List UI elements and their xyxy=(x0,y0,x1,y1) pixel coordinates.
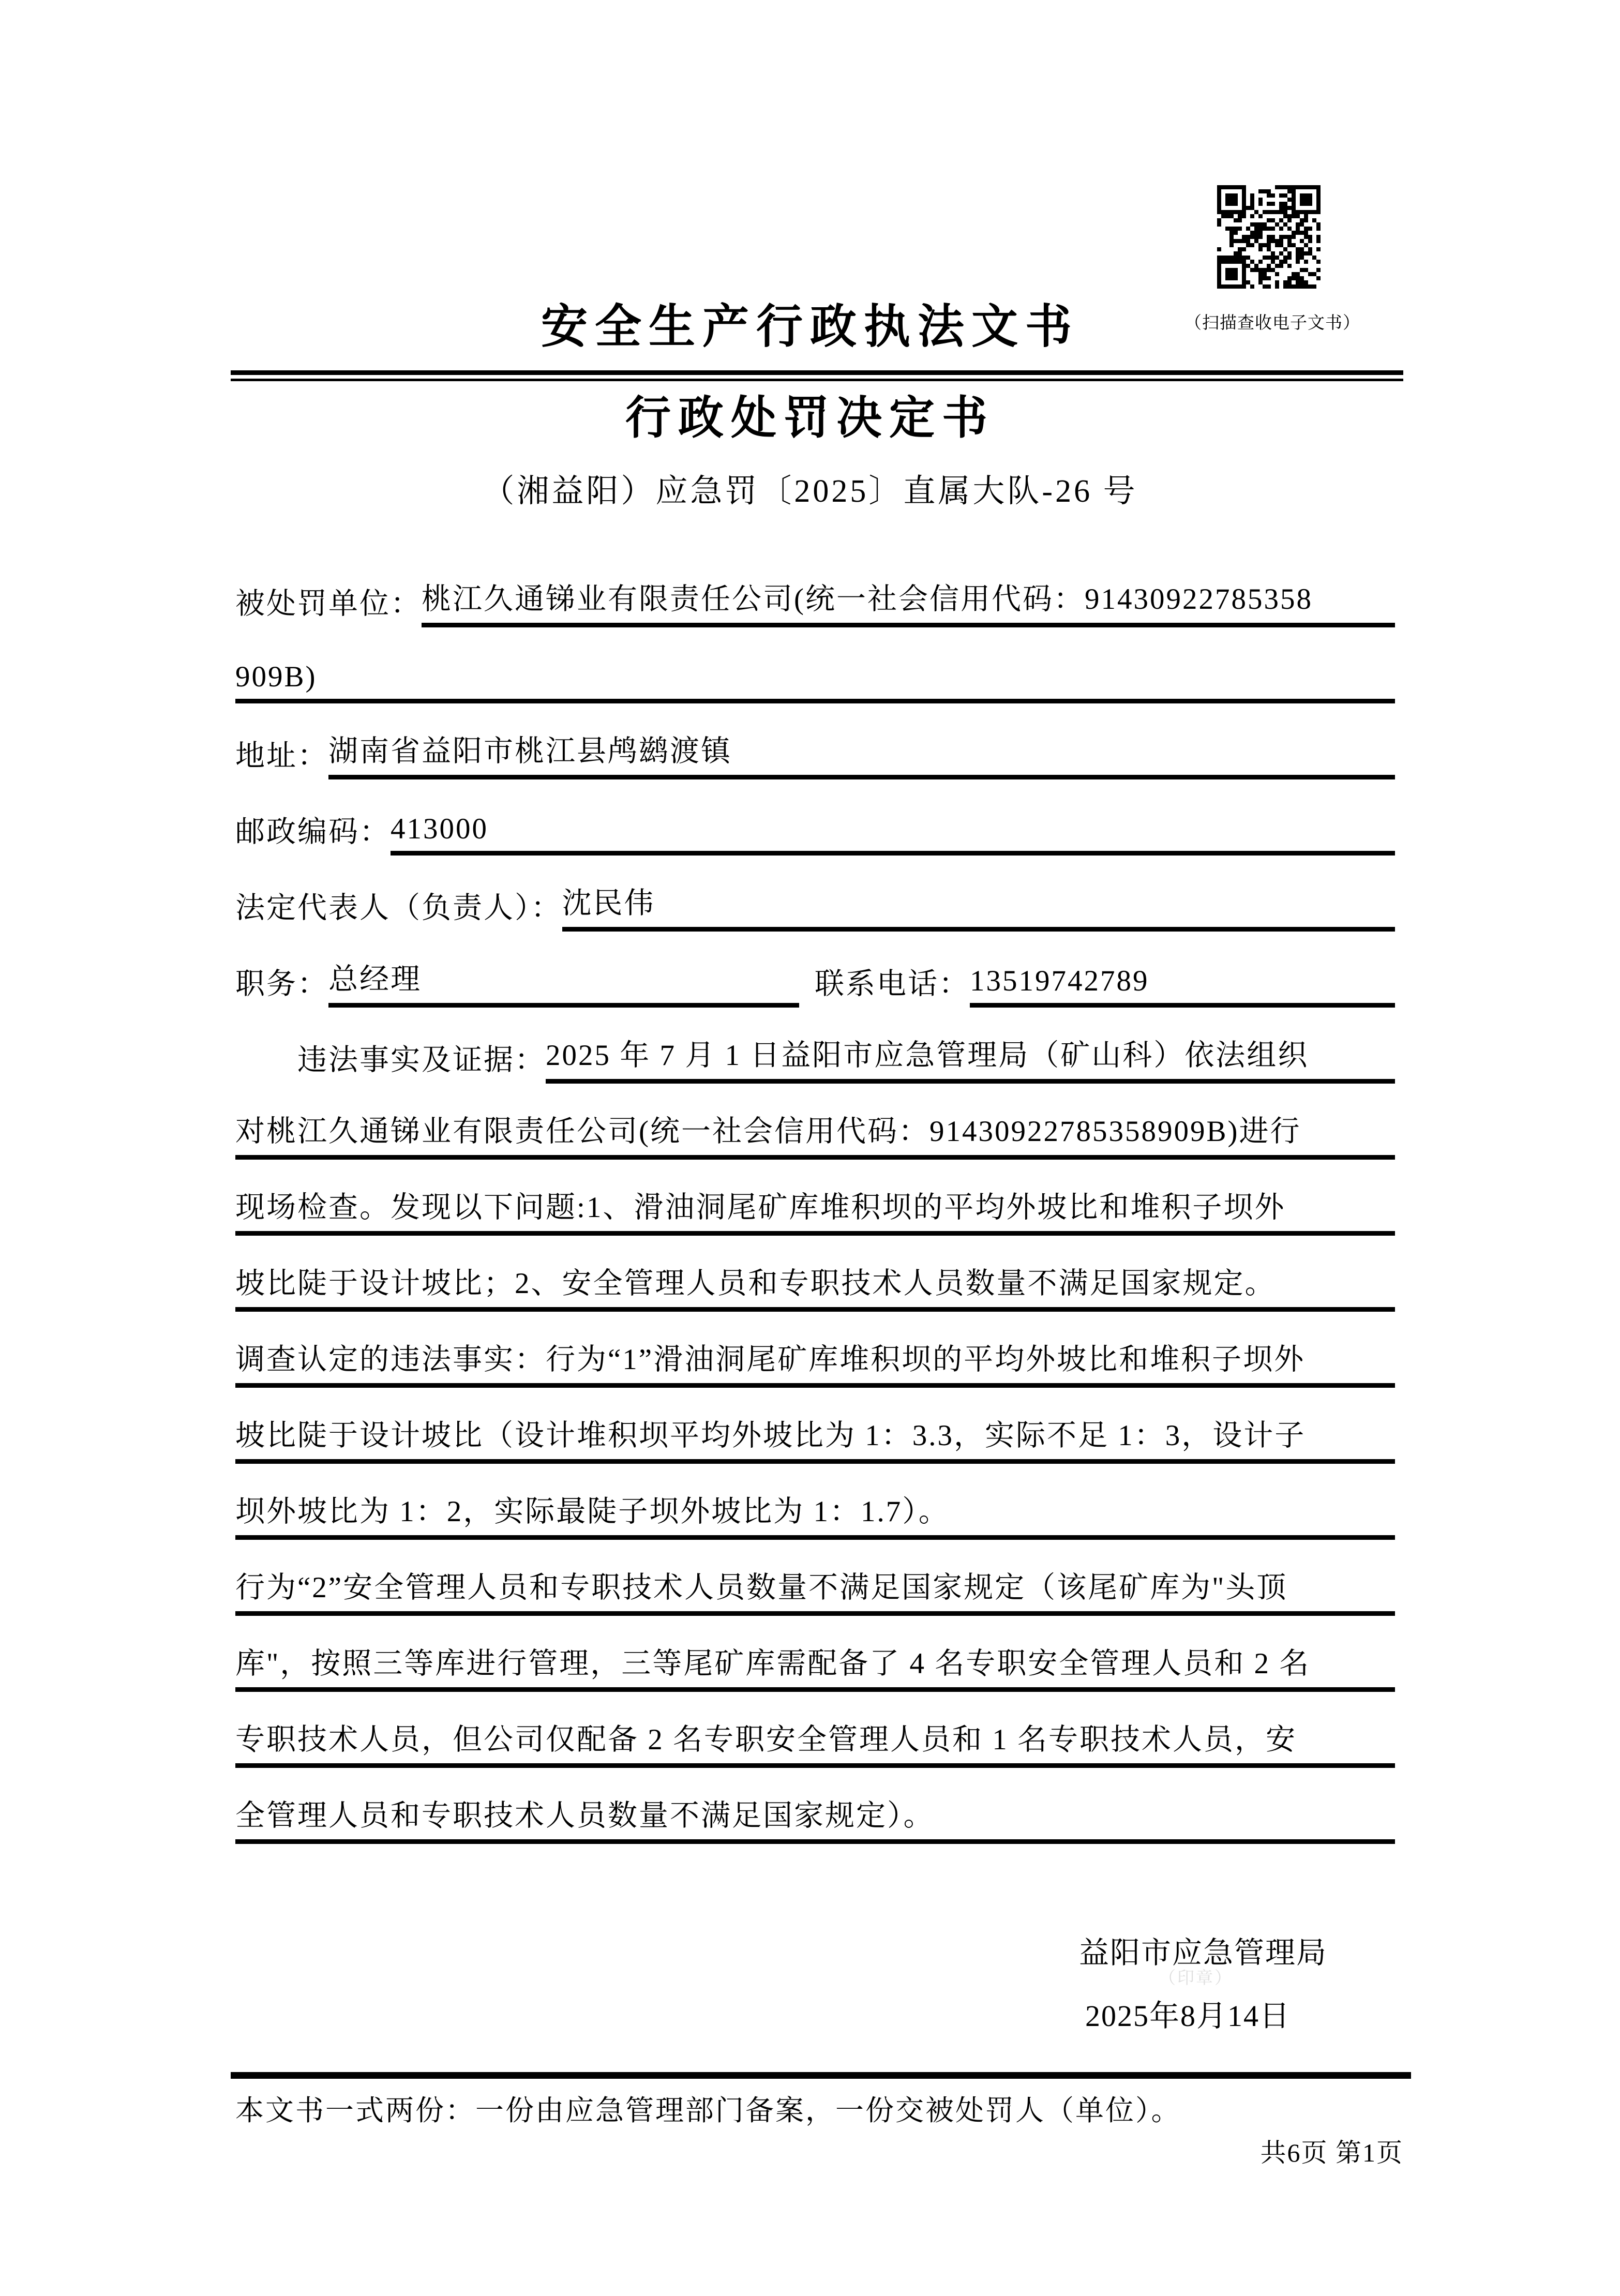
indent-spacer xyxy=(235,1008,297,1084)
body-line xyxy=(235,1236,1395,1312)
field-line-address xyxy=(235,703,1395,779)
body-line xyxy=(235,1540,1395,1616)
position-value: 总经理 xyxy=(328,932,799,1008)
doc-number: （湘益阳）应急罚〔2025〕直属大队-26 号 xyxy=(482,474,1138,509)
address-value: 湖南省益阳市桃江县鸬鹚渡镇 xyxy=(328,703,1395,779)
doc-set-title: 安全生产行政执法文书 xyxy=(541,302,1079,353)
body-line-text: 坡比陡于设计坡比；2、安全管理人员和专职技术人员数量不满足国家规定。 xyxy=(235,1236,1395,1312)
phone-value: 13519742789 xyxy=(970,932,1395,1008)
legal-rep-value: 沈民伟 xyxy=(562,856,1396,932)
facts-label: 违法事实及证据： xyxy=(297,1044,546,1076)
title-divider-thick xyxy=(231,370,1403,375)
seal-placeholder: （印章） xyxy=(1159,1969,1233,1988)
body-line xyxy=(235,1464,1395,1540)
body-line-text: 调查认定的违法事实：行为“1”滑油洞尾矿库堆积坝的平均外坡比和堆积子坝外 xyxy=(235,1312,1395,1388)
postcode-value: 413000 xyxy=(391,779,1395,856)
body-line xyxy=(235,1312,1395,1388)
body-line xyxy=(235,1768,1395,1844)
field-line-position-phone xyxy=(235,932,1395,1008)
facts-first-line: 2025 年 7 月 1 日益阳市应急管理局（矿山科）依法组织 xyxy=(546,1008,1395,1084)
footer-note: 本文书一式两份：一份由应急管理部门备案，一份交被处罚人（单位）。 xyxy=(235,2095,1181,2126)
body-line-text: 现场检查。发现以下问题:1、滑油洞尾矿库堆积坝的平均外坡比和堆积子坝外 xyxy=(235,1160,1395,1236)
body-line-text: 行为“2”安全管理人员和专职技术人员数量不满足国家规定（该尾矿库为"头顶 xyxy=(235,1540,1395,1616)
body-line xyxy=(235,1388,1395,1464)
qr-caption: （扫描查收电子文书） xyxy=(1184,314,1360,333)
body-line xyxy=(235,1692,1395,1768)
field-line-legal-rep xyxy=(235,856,1395,932)
body-line-text: 坡比陡于设计坡比（设计堆积坝平均外坡比为 1：3.3，实际不足 1：3，设计子 xyxy=(235,1388,1395,1464)
qr-code xyxy=(1217,185,1325,293)
position-label: 职务： xyxy=(235,968,328,1000)
page-title: 行政处罚决定书 xyxy=(625,394,995,444)
field-line-unit xyxy=(235,551,1395,627)
page-indicator: 共6页 第1页 xyxy=(1260,2138,1403,2167)
phone-label: 联系电话： xyxy=(815,968,970,1000)
field-line-unit-continuation xyxy=(235,627,1395,703)
address-label: 地址： xyxy=(235,740,328,772)
body-line-facts-start xyxy=(235,1008,1395,1084)
title-divider-thin xyxy=(231,379,1403,381)
legal-rep-label: 法定代表人（负责人）： xyxy=(235,892,562,924)
body-line-text: 对桃江久通锑业有限责任公司(统一社会信用代码：91430922785358909B)进行 xyxy=(235,1084,1395,1160)
body-line xyxy=(235,1160,1395,1236)
field-line-postcode xyxy=(235,779,1395,856)
body-line xyxy=(235,1616,1395,1692)
postcode-label: 邮政编码： xyxy=(235,816,391,848)
unit-label: 被处罚单位： xyxy=(235,588,422,620)
unit-value-continuation: 909B) xyxy=(235,627,1395,703)
body-line xyxy=(235,1084,1395,1160)
unit-value: 桃江久通锑业有限责任公司(统一社会信用代码：91430922785358 xyxy=(422,551,1395,627)
body-line-text: 库"，按照三等库进行管理，三等尾矿库需配备了 4 名专职安全管理人员和 2 名 xyxy=(235,1616,1395,1692)
body-line-text: 全管理人员和专职技术人员数量不满足国家规定）。 xyxy=(235,1768,1395,1844)
body-line-text: 坝外坡比为 1：2，实际最陡子坝外坡比为 1：1.7）。 xyxy=(235,1464,1395,1540)
document-body xyxy=(235,551,1395,1844)
footer-divider xyxy=(231,2072,1411,2079)
body-line-text: 专职技术人员，但公司仅配备 2 名专职安全管理人员和 1 名专职技术人员，安 xyxy=(235,1692,1395,1768)
issue-date: 2025年8月14日 xyxy=(1085,1999,1291,2033)
issuing-agency: 益阳市应急管理局 xyxy=(1079,1936,1328,1970)
